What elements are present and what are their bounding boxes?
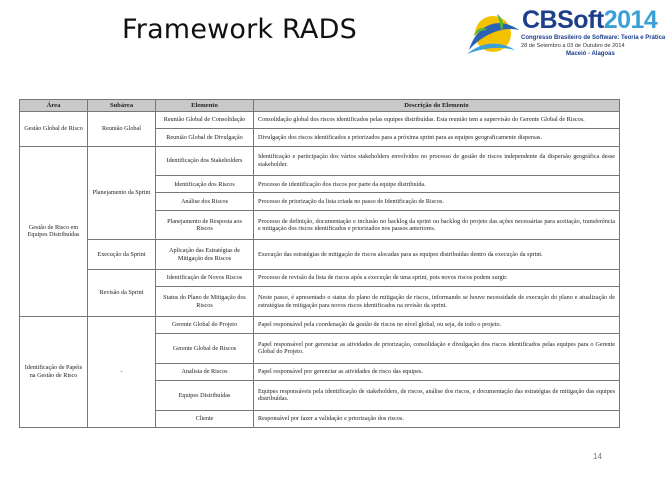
element-cell: Reunião Global de Consolidação <box>156 112 254 129</box>
table-header-row <box>20 100 620 112</box>
table-row <box>20 146 620 176</box>
logo-congress-name: Congresso Brasileiro de Software: Teoria e Prática <box>521 35 665 41</box>
description-cell: Responsável por fazer a validação e priorização dos riscos. <box>254 410 620 427</box>
element-cell: Identificação dos Stakeholders <box>156 146 254 176</box>
column-header-element: Elemento <box>156 100 254 112</box>
table-row <box>20 112 620 129</box>
element-cell: Cliente <box>156 410 254 427</box>
column-header-description: Descrição do Elemento <box>254 100 620 112</box>
area-cell: Gestão Global de Risco <box>20 112 88 147</box>
logo-brand-name: CBSoft <box>522 6 604 34</box>
description-cell: Divulgação dos riscos identificados e priorizados para a próxima sprint para as equipes geograficamente dispersas. <box>254 129 620 146</box>
area-cell: Gestão de Risco em Equipes Distribuídas <box>20 146 88 316</box>
subarea-cell: - <box>88 316 156 427</box>
rads-framework-table <box>19 99 620 428</box>
logo-location: Maceió - Alagoas <box>566 51 615 57</box>
area-cell: Identificação de Papéis na Gestão de Risco <box>20 316 88 427</box>
element-cell: Aplicação das Estratégias de Mitigação dos Riscos <box>156 240 254 270</box>
description-cell: Execução das estratégias de mitigação de riscos alocadas para as equipes distribuídas dentro da execução da sprint. <box>254 240 620 270</box>
subarea-cell: Reunião Global <box>88 112 156 147</box>
slide-title: Framework RADS <box>122 14 357 45</box>
description-cell: Papel responsável pela coordenação da gestão de riscos no nível global, ou seja, de todo o projeto. <box>254 316 620 333</box>
page-number: 14 <box>593 452 602 461</box>
description-cell: Identificação e participação dos vários stakeholders envolvidos no processo de gestão de riscos independente da dispersão geográfica desse stakeholder. <box>254 146 620 176</box>
description-cell: Processo de priorização da lista criada no passo de Identificação de Riscos. <box>254 193 620 210</box>
element-cell: Equipes Distribuídas <box>156 381 254 411</box>
description-cell: Processo de identificação dos riscos por parte da equipe distribuída. <box>254 176 620 193</box>
element-cell: Análise dos Riscos <box>156 193 254 210</box>
subarea-cell: Revisão da Sprint <box>88 269 156 316</box>
element-cell: Analista de Riscos <box>156 363 254 380</box>
element-cell: Gerente Global de Riscos <box>156 334 254 364</box>
table-row <box>20 269 620 286</box>
description-cell: Processo de definição, documentação e inclusão no backlog da sprint ou backlog do projeto das ações necessárias para aceitação, transferência e mitigação dos riscos identificados e priorizados nos passos anteriores. <box>254 210 620 240</box>
description-cell: Consolidação global dos riscos identificados pelas equipes distribuídas. Esta reunião tem a supervisão do Gerente Global de Riscos. <box>254 112 620 129</box>
description-cell: Papel responsável por gerenciar as atividades de priorização, consolidação e divulgação dos riscos identificados pelas equipes para o Gerente Global do Projeto. <box>254 334 620 364</box>
subarea-cell: Planejamento da Sprint <box>88 146 156 240</box>
column-header-area: Área <box>20 100 88 112</box>
logo-brand <box>522 6 657 35</box>
element-cell: Gerente Global do Projeto <box>156 316 254 333</box>
element-cell: Identificação de Novos Riscos <box>156 269 254 286</box>
cbsoft-emblem-icon <box>463 6 521 64</box>
logo-dates: 28 de Setembro a 03 de Outubro de 2014 <box>521 43 625 49</box>
description-cell: Processo de revisão da lista de riscos após a execução de uma sprint, pois novos riscos podem surgir. <box>254 269 620 286</box>
description-cell: Neste passo, é apresentado o status do plano de mitigação de riscos, informando se houve necessidade de execução do plano e atualização de estratégias de mitigação para novos riscos identificados na revisão da sprint. <box>254 287 620 317</box>
element-cell: Status do Plano de Mitigação dos Riscos <box>156 287 254 317</box>
rads-table-container <box>19 99 619 428</box>
description-cell: Equipes responsáveis pela identificação de stakeholders, de riscos, análise dos riscos, e documentação das estratégias de mitigação das equipes distribuídas. <box>254 381 620 411</box>
column-header-subarea: Subárea <box>88 100 156 112</box>
element-cell: Planejamento de Resposta aos Riscos <box>156 210 254 240</box>
cbsoft-logo <box>463 4 665 66</box>
element-cell: Reunião Global de Divulgação <box>156 129 254 146</box>
table-row <box>20 316 620 333</box>
table-row <box>20 240 620 270</box>
description-cell: Papel responsável por gerenciar as atividades de risco das equipes. <box>254 363 620 380</box>
logo-brand-year: 2014 <box>603 6 658 34</box>
subarea-cell: Execução da Sprint <box>88 240 156 270</box>
element-cell: Identificação dos Riscos <box>156 176 254 193</box>
